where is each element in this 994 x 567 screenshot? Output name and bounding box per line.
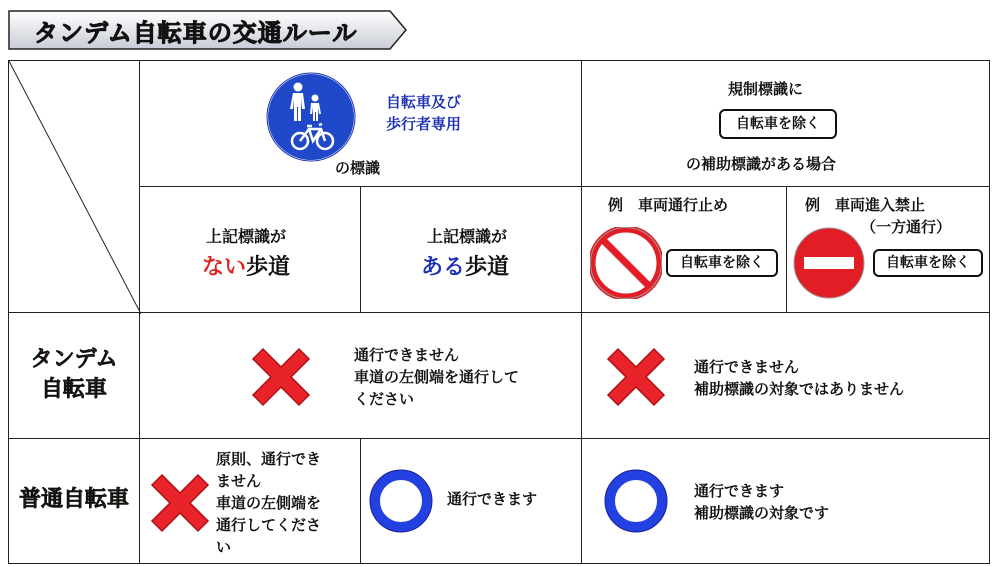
normal-no-sign-line4: 通行してくださ [216,516,322,534]
normal-with-sign-text: 通行できます [447,490,538,508]
normal-with-sign-cell [360,438,582,564]
cross-mark-icon [148,471,212,535]
row-label-tandem-cell [8,312,140,439]
normal-no-sign-line1: 原則、通行でき [216,450,322,468]
example-road-closed-cell [581,186,787,313]
with-sign-sidewalk-cell [360,186,582,313]
corner-cell [8,60,140,313]
example2-aux-label: 自転車を除く [873,249,983,277]
example1-label: 例 車両通行止め [608,196,729,214]
sign-text-line1: 自転車及び [386,93,462,111]
normal-aux-line2: 補助標識の対象です [694,504,830,522]
header-aux-sign-cell [581,60,990,187]
normal-no-sign-line5: い [216,538,232,556]
bicycle-pedestrian-sign-icon [265,71,357,163]
tandem-aux-line2: 補助標識の対象ではありません [694,380,905,398]
sign-suffix: の標識 [335,159,381,177]
row-label-tandem: タンデム 自転車 [30,347,118,402]
example-no-entry-cell [786,186,990,313]
tandem-sidewalk-line1: 通行できません [354,346,460,364]
circle-mark-icon [604,469,668,533]
page-title-banner [8,10,400,50]
with-sign-line1: 上記標識が [427,227,508,246]
row-label-normal: 普通自転車 [18,487,129,512]
cross-mark-icon [604,345,668,409]
tandem-sidewalk-line2: 車道の左側端を通行して [354,368,520,386]
example2-label-line2: （一方通行） [861,218,952,236]
circle-mark-icon [369,469,433,533]
normal-aux-cell [581,438,990,564]
rules-table [8,60,990,564]
road-closed-sign-icon [590,227,662,299]
normal-no-sign-line3: 車道の左側端を [216,494,322,512]
corner-diagonal [9,61,141,314]
aux-line2: の補助標識がある場合 [686,155,837,173]
tandem-aux-line1: 通行できません [694,358,800,376]
page-title [34,13,357,48]
aux-line1: 規制標識に [728,80,804,98]
header-pedestrian-sign-cell [139,60,582,187]
tandem-sidewalk-cell [139,312,582,439]
tandem-sidewalk-line3: ください [354,390,415,408]
with-sign-line2: ある歩道 [421,255,510,280]
example1-aux-label: 自転車を除く [666,249,778,277]
cross-mark-icon [249,345,313,409]
normal-aux-line1: 通行できます [694,482,785,500]
no-entry-sign-icon [793,227,865,299]
title-highlight: タンデム自転車 [34,19,208,47]
sign-text-line2: 歩行者専用 [386,115,462,133]
example2-label-line1: 例 車両進入禁止 [805,196,926,214]
normal-no-sign-cell [139,438,361,564]
tandem-aux-cell [581,312,990,439]
title-rest: の交通ルール [207,19,358,47]
no-sign-line1: 上記標識が [206,227,287,246]
normal-no-sign-line2: ません [216,472,262,490]
no-sign-sidewalk-cell [139,186,361,313]
aux-sign-label: 自転車を除く [719,109,837,139]
row-label-normal-cell [8,438,140,564]
no-sign-line2: ない歩道 [202,255,291,280]
